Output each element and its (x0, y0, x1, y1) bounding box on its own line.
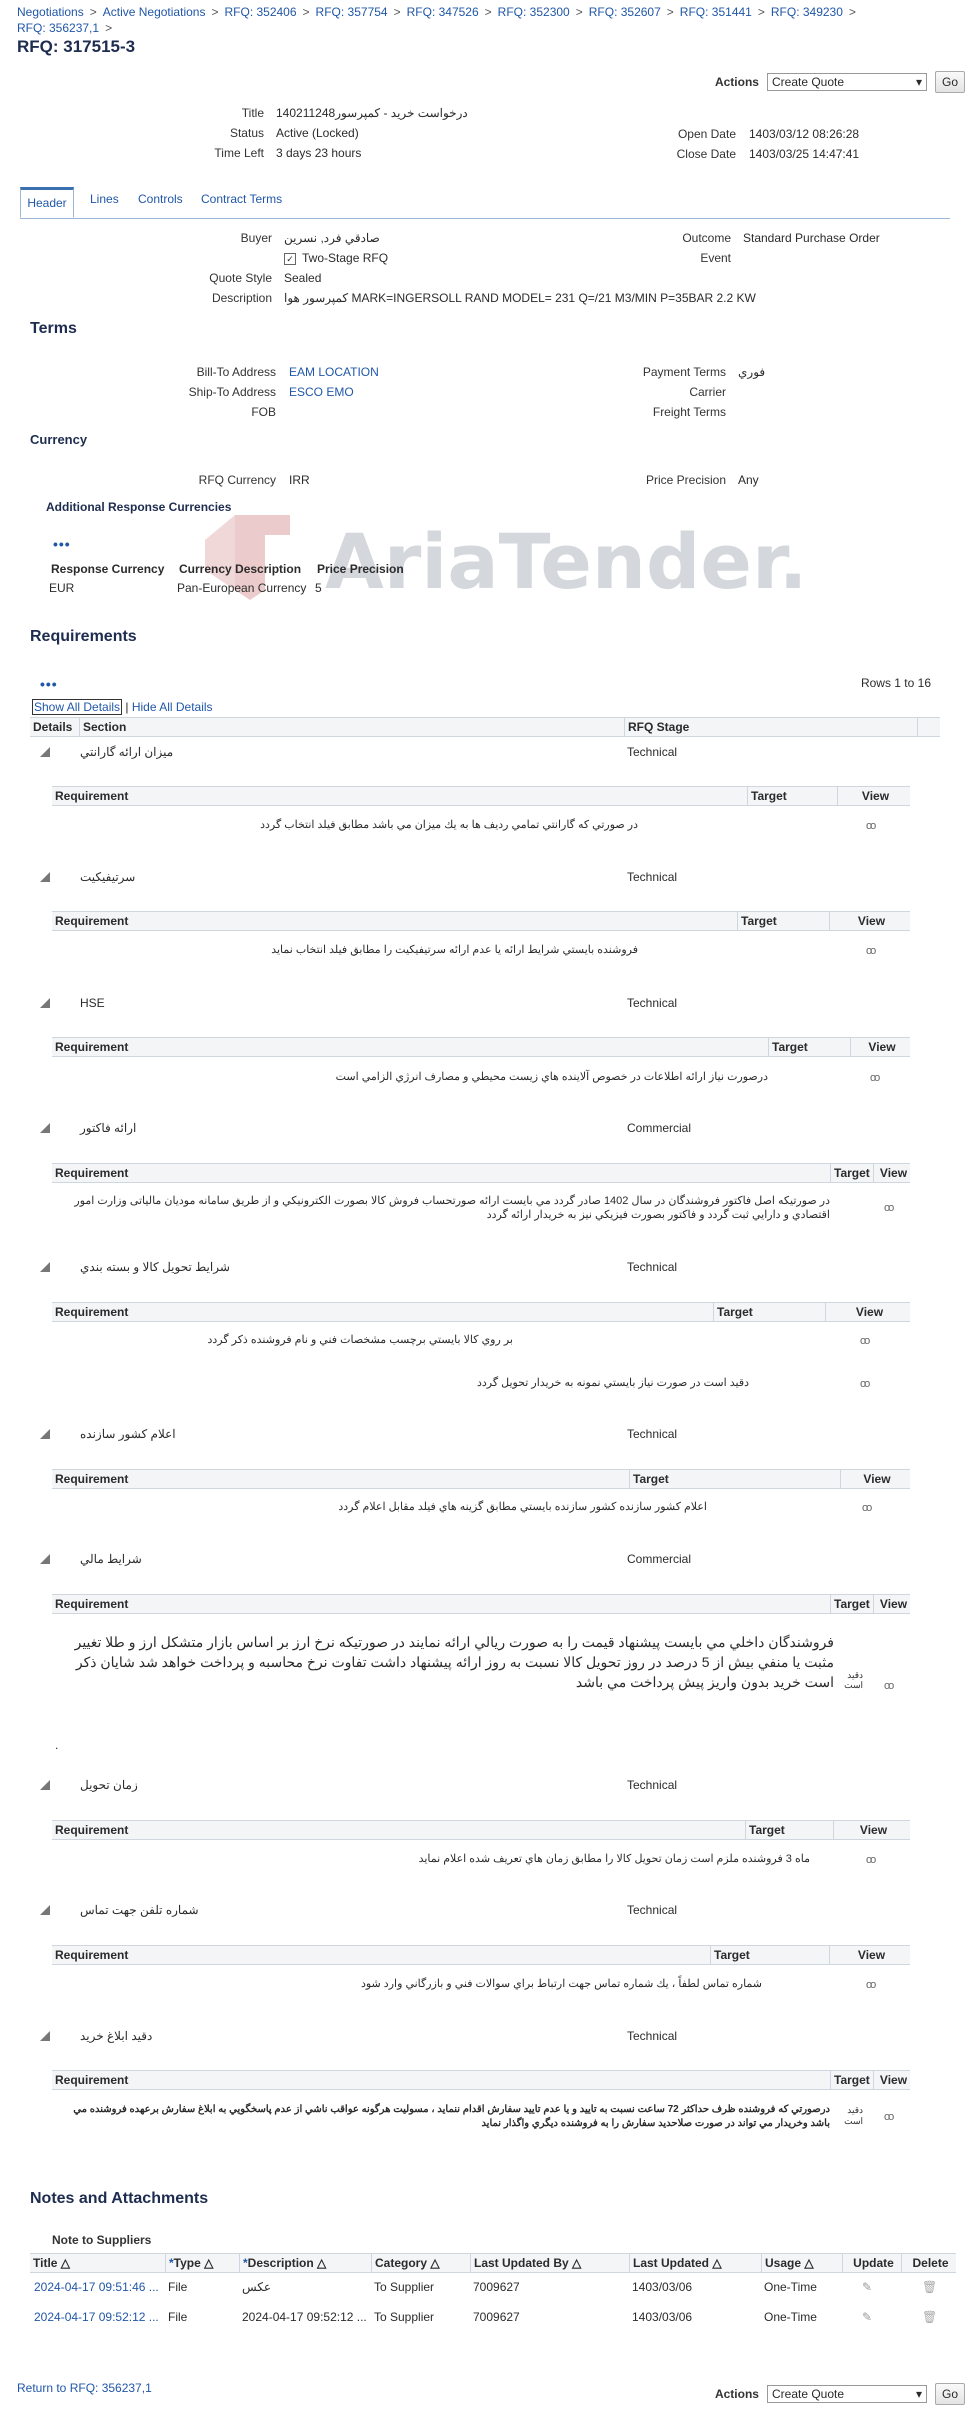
tab-bar (20, 184, 950, 219)
notes-heading: Notes and Attachments (30, 2190, 209, 2207)
open-date-label: Open Date (677, 127, 736, 141)
col-target: Target (831, 1164, 874, 1182)
col-type[interactable]: *Type △ (166, 2254, 240, 2272)
col-view: View (879, 1597, 908, 1611)
header-labels (0, 228, 272, 308)
col-response-currency: Response Currency (51, 562, 165, 576)
outcome-label: Outcome (682, 231, 731, 245)
glasses-icon[interactable]: oo (860, 1378, 869, 1390)
col-requirement: Requirement (52, 912, 738, 930)
attachment-category: To Supplier (374, 2280, 435, 2294)
crumb-rfq[interactable]: RFQ: 347526 (406, 5, 479, 19)
summary-timeleft-value: 3 days 23 hours (276, 146, 362, 160)
requirement-text: فروشنده بايستي شرايط ارائه يا عدم ارائه سرتيفيكيت را مطابق فيلد انتخاب نمايد (271, 944, 638, 956)
actions-bar-bottom (715, 2383, 965, 2405)
col-update: Update (843, 2254, 902, 2272)
sort-triangle-icon: △ (572, 2256, 582, 2270)
rfq-currency-value: IRR (289, 473, 310, 487)
attachment-usage: One-Time (764, 2280, 817, 2294)
requirement-text: دقيد است در صورت نياز بايستي نمونه به خريدار تحويل گردد (476, 1377, 749, 1389)
section-name: شرايط مالي (80, 1552, 142, 1566)
table-row (32, 2277, 952, 2297)
terms-heading: Terms (30, 320, 77, 337)
requirement-section-row (30, 867, 940, 887)
crumb-rfq[interactable]: RFQ: 349230 (770, 5, 843, 19)
description-label: Description (211, 291, 272, 305)
currency-cell: EUR (49, 581, 75, 595)
sort-triangle-icon: △ (60, 2256, 71, 2270)
collapse-triangle-icon[interactable] (40, 747, 50, 757)
col-requirement: Requirement (52, 1595, 831, 1613)
crumb-rfq[interactable]: RFQ: 352607 (588, 5, 661, 19)
fob-label: FOB (251, 405, 276, 419)
col-last-updated[interactable]: Last Updated △ (630, 2254, 762, 2272)
glasses-icon[interactable]: oo (884, 1202, 893, 1214)
shipto-label: Ship-To Address (188, 385, 276, 399)
col-view: View (868, 1040, 896, 1054)
collapse-triangle-icon[interactable] (40, 2031, 50, 2041)
requirement-section-row (30, 993, 940, 1013)
currency-table-header (48, 560, 413, 578)
go-button[interactable]: Go (935, 71, 965, 93)
rfq-currency-label: RFQ Currency (198, 473, 276, 487)
pencil-icon[interactable]: ✎ (862, 2280, 873, 2294)
terms-labels (0, 362, 276, 422)
collapse-triangle-icon[interactable] (40, 998, 50, 1008)
go-button[interactable]: Go (935, 2383, 965, 2405)
section-stage: Technical (627, 745, 678, 759)
pencil-icon[interactable]: ✎ (862, 2310, 873, 2324)
chevron-down-icon: ▾ (915, 75, 922, 89)
requirement-sub-header (52, 1594, 910, 1614)
attachment-title-link[interactable]: 2024-04-17 09:51:46 ... (34, 2280, 159, 2294)
breadcrumb: Negotiations > Active Negotiations > RFQ: 352406 > RFQ: 357754 > RFQ: 347526 > RFQ: 352300 > RFQ: 352607 > RFQ: 351441 > RFQ: 349230 > RFQ: 356237,1 > (17, 5, 856, 35)
actions-select-value: Create Quote (771, 2387, 845, 2401)
billto-label: Bill-To Address (196, 365, 276, 379)
requirement-sub-header (52, 911, 910, 931)
section-stage: Technical (627, 996, 678, 1010)
section-name: شماره تلفن جهت تماس (80, 1903, 199, 1917)
attachment-usage: One-Time (764, 2310, 817, 2324)
section-stage: Technical (627, 1778, 678, 1792)
attachment-updated: 1403/03/06 (632, 2280, 693, 2294)
crumb-rfq[interactable]: RFQ: 351441 (679, 5, 752, 19)
title-label: Title (241, 106, 264, 120)
requirement-text: اعلام كشور سازنده كشور سازنده بايستي مطابق گزينه هاي فيلد مقابل اعلام گردد (338, 1501, 707, 1513)
col-view: View (861, 789, 890, 803)
summary-labels (0, 103, 264, 163)
requirement-text: در صورتيكه اصل فاكتور فروشندگان در سال 1402 صادر گردد مي بايست ارائه صورتحساب فروش كالا بصورت الكترونيكي و از طريق سامانه مودیان مالیاتی وزارت امور اقتصادي و دارايي ثبت گردد و فاكتور بصورت فيزيكي نيز به خريدار ارائه گردد (74, 1195, 830, 1221)
sort-triangle-icon: △ (804, 2256, 814, 2270)
collapse-triangle-icon[interactable] (40, 1262, 50, 1272)
payment-label: Payment Terms (642, 365, 726, 379)
col-view: View (879, 1166, 908, 1180)
requirement-section-row (30, 1257, 940, 1277)
actions-bar-top (715, 71, 965, 93)
col-details: Details (30, 718, 80, 736)
crumb-rfq[interactable]: RFQ: 356237,1 (17, 21, 100, 35)
glasses-icon[interactable]: oo (870, 1072, 879, 1084)
requirement-target: دقيد است (844, 2105, 863, 2126)
section-stage: Commercial (627, 1552, 692, 1566)
glasses-icon[interactable]: oo (862, 1502, 871, 1514)
col-requirement: Requirement (52, 1164, 831, 1182)
collapse-triangle-icon[interactable] (40, 872, 50, 882)
section-name: دقيد ابلاغ خريد (80, 2029, 153, 2043)
col-delete: Delete (912, 2256, 949, 2270)
col-requirement: Requirement (52, 787, 748, 805)
sort-triangle-icon: △ (204, 2256, 214, 2270)
close-date-value: 1403/03/25 14:47:41 (749, 147, 860, 161)
section-name: HSE (80, 996, 105, 1010)
close-date-label: Close Date (676, 147, 736, 161)
attachment-updated-by: 7009627 (473, 2280, 520, 2294)
page-title: RFQ: 317515-3 (17, 37, 136, 56)
col-view: View (857, 1948, 886, 1962)
requirement-sub-header (52, 1469, 910, 1489)
shipto-link[interactable]: ESCO EMO (289, 385, 354, 399)
currency-cell: 5 (315, 581, 322, 595)
sort-triangle-icon: △ (712, 2256, 722, 2270)
quote-style-label: Quote Style (209, 271, 272, 285)
col-price-precision: Price Precision (317, 562, 404, 576)
col-target: Target (630, 1470, 841, 1488)
billto-link[interactable]: EAM LOCATION (289, 365, 379, 379)
actions-label: Actions (714, 2387, 759, 2401)
requirement-sub-header (52, 1163, 910, 1183)
terms-right-labels (600, 362, 726, 422)
watermark-text: AriaTender. (325, 517, 805, 606)
outcome-value: Standard Purchase Order (743, 231, 880, 245)
attachment-type: File (168, 2310, 188, 2324)
requirement-sub-header (52, 1820, 910, 1840)
hide-all-details-link[interactable]: Hide All Details (131, 700, 213, 714)
collapse-triangle-icon[interactable] (40, 1780, 50, 1790)
header-right-labels (600, 228, 731, 268)
more-icon[interactable]: ••• (53, 536, 71, 552)
col-target: Target (746, 1821, 834, 1839)
actions-select[interactable] (767, 2385, 927, 2403)
col-target: Target (711, 1946, 830, 1964)
col-target: Target (714, 1303, 826, 1321)
description-value: كمپرسور هوا MARK=INGERSOLL RAND MODEL= 231 Q=/21 M3/MIN P=35BAR 2.2 KW (284, 291, 756, 305)
requirement-sub-header (52, 786, 910, 806)
attachment-category: To Supplier (374, 2310, 435, 2324)
col-currency-description: Currency Description (179, 562, 302, 576)
trash-icon[interactable]: 🗑 (922, 2310, 938, 2324)
col-rfq-stage: RFQ Stage (625, 718, 918, 736)
currency-cell: Pan-European Currency (177, 581, 307, 595)
return-link[interactable]: Return to RFQ: 356237,1 (17, 2381, 152, 2395)
section-name: ميزان ارائه گارانتي (80, 745, 174, 759)
open-date-value: 1403/03/12 08:26:28 (749, 127, 860, 141)
requirement-target: دقيد است (844, 1670, 863, 1690)
requirement-sub-header (52, 1037, 910, 1057)
attachment-updated: 1403/03/06 (632, 2310, 693, 2324)
event-label: Event (700, 251, 731, 265)
requirement-text: شماره تماس لطفاً ، يك شماره تماس جهت ارتباط براي سوالات فني و بازرگاني وارد شود (360, 1978, 762, 1990)
col-view: View (859, 1823, 888, 1837)
collapse-triangle-icon[interactable] (40, 1905, 50, 1915)
section-stage: Technical (627, 1903, 678, 1917)
actions-label: Actions (714, 75, 759, 89)
crumb-rfq[interactable]: RFQ: 357754 (315, 5, 388, 19)
col-requirement: Requirement (52, 1946, 711, 1964)
two-stage-label: Two-Stage RFQ (302, 251, 389, 265)
glasses-icon[interactable]: oo (860, 1335, 869, 1347)
section-name: زمان تحويل (80, 1778, 138, 1792)
col-target: Target (748, 787, 838, 805)
section-stage: Commercial (627, 1121, 692, 1135)
col-requirement: Requirement (52, 1303, 714, 1321)
summary-title-value: 140211248درخواست خريد - كمپرسور (276, 106, 468, 120)
attachment-title-link[interactable]: 2024-04-17 09:52:12 ... (34, 2310, 159, 2324)
col-title[interactable]: Title △ (30, 2254, 166, 2272)
requirement-section-row (30, 1549, 940, 1569)
rows-indicator: Rows 1 to 16 (860, 676, 931, 690)
sort-triangle-icon: △ (430, 2256, 440, 2270)
quote-style-value: Sealed (284, 271, 322, 285)
requirement-section-row (30, 1900, 940, 1920)
col-target: Target (738, 912, 830, 930)
glasses-icon[interactable]: oo (884, 2111, 893, 2123)
tab-contract-terms[interactable]: Contract Terms (201, 192, 283, 206)
glasses-icon[interactable]: oo (866, 1854, 875, 1866)
currency-labels (0, 470, 276, 490)
requirement-text: در صورتي كه گارانتي تمامي رديف ها به يك ميزان مي باشد مطابق فيلد انتخاب گردد (260, 819, 638, 831)
col-description[interactable]: *Description △ (240, 2254, 372, 2272)
requirements-heading: Requirements (30, 628, 137, 645)
tab-controls[interactable]: Controls (138, 192, 183, 206)
attachment-updated-by: 7009627 (473, 2310, 520, 2324)
requirement-section-row (30, 1118, 940, 1138)
col-requirement: Requirement (52, 1821, 746, 1839)
glasses-icon[interactable]: oo (866, 945, 875, 957)
additional-currencies-heading: Additional Response Currencies (46, 500, 232, 514)
actions-select[interactable] (767, 73, 927, 91)
precision-labels (600, 470, 726, 490)
section-stage: Technical (627, 1260, 678, 1274)
collapse-triangle-icon[interactable] (40, 1429, 50, 1439)
col-section: Section (80, 718, 625, 736)
tab-header[interactable]: Header (20, 187, 74, 218)
collapse-triangle-icon[interactable] (40, 1554, 50, 1564)
col-view: View (855, 1305, 884, 1319)
col-blank (918, 718, 940, 736)
requirement-text: درصورتي كه فروشنده ظرف حداكثر 72 ساعت نسبت به تاييد و يا عدم تاييد سفارش اقدام ننمايد ، مسوليت هرگونه عواقب ناشي از عدم پاسخگويي به ابلاغ سفارش برعهده فروشنده مي باشد وخريدار مي تواند در صورت صلاحديد سفارش را به فروشنده ديگري واگذار نمايد (73, 2104, 830, 2129)
col-view: View (879, 2073, 908, 2087)
currency-heading: Currency (30, 432, 88, 447)
note-to-suppliers-label: Note to Suppliers (52, 2233, 152, 2247)
col-target: Target (831, 1595, 874, 1613)
timeleft-label: Time Left (214, 146, 264, 160)
more-icon[interactable]: ••• (40, 676, 58, 692)
section-stage: Technical (627, 870, 678, 884)
requirement-section-row (30, 2026, 940, 2046)
glasses-icon[interactable]: oo (866, 820, 875, 832)
price-precision-label: Price Precision (645, 473, 726, 487)
col-target: Target (831, 2071, 874, 2089)
requirements-table-header (30, 717, 940, 737)
requirement-sub-header (52, 2070, 910, 2090)
attachment-description: 2024-04-17 09:52:12 ... (242, 2310, 367, 2324)
two-stage-row (284, 248, 388, 268)
requirement-text: فروشندگان داخلي مي بايست پيشنهاد قيمت را به صورت ريالي ارائه نمايند در صورتيكه نرخ ارز بر اساس بازار متشكل ارز و طلا تغيير مثبت يا منفي بيش از 5 درصد در روز تحويل كالا نسبت به روز ارائه پيشنهاد داشت تفاوت نرخ محاسبه و پرداخت خواهد شد شايان ذكر است خريد بدون واريز پيش پرداخت مي باشد (74, 1634, 834, 1690)
section-name: شرايط تحويل كالا و بسته بندي (80, 1260, 230, 1274)
requirement-text: ماه 3 فروشنده ملزم است زمان تحويل كالا را مطابق زمان هاي تعريف شده اعلام نمايد (418, 1853, 810, 1865)
chevron-down-icon: ▾ (915, 2387, 922, 2401)
table-row (32, 2307, 952, 2327)
price-precision-value: Any (738, 473, 759, 487)
section-name: اعلام كشور سازنده (80, 1427, 176, 1441)
show-hide-controls: Show All Details | Hide All Details (34, 700, 213, 714)
col-category[interactable]: Category △ (372, 2254, 471, 2272)
buyer-label: Buyer (240, 231, 272, 245)
attachment-type: File (168, 2280, 188, 2294)
trailing-dot: . (55, 1738, 59, 1752)
tab-lines[interactable]: Lines (90, 192, 119, 206)
requirement-text: بر روي كالا بايستي برچسب مشخصات فني و نام فروشنده ذكر گردد (207, 1334, 513, 1346)
section-stage: Technical (627, 2029, 678, 2043)
requirement-sub-header (52, 1945, 910, 1965)
freight-label: Freight Terms (652, 405, 726, 419)
buyer-value: صادقي فرد, نسرين (284, 231, 380, 245)
summary-date-labels (600, 124, 736, 164)
requirement-section-row (30, 1775, 940, 1795)
sort-triangle-icon: △ (317, 2256, 327, 2270)
show-all-details-link[interactable]: Show All Details (34, 700, 121, 714)
carrier-label: Carrier (689, 385, 726, 399)
crumb-active-negotiations[interactable]: Active Negotiations (102, 5, 206, 19)
requirement-section-row (30, 1424, 940, 1444)
col-usage[interactable]: Usage △ (762, 2254, 843, 2272)
crumb-negotiations[interactable]: Negotiations (17, 5, 84, 19)
glasses-icon[interactable]: oo (884, 1680, 893, 1692)
status-label: Status (229, 126, 264, 140)
col-requirement: Requirement (52, 1038, 769, 1056)
actions-select-value: Create Quote (771, 75, 845, 89)
trash-icon[interactable]: 🗑 (922, 2280, 938, 2294)
payment-value: فوري (738, 365, 766, 379)
crumb-rfq[interactable]: RFQ: 352300 (497, 5, 570, 19)
section-name: ارائه فاكتور (80, 1121, 137, 1135)
requirement-text: درصورت نياز ارائه اطلاعات در خصوص آلاينده هاي زيست محيطي و مصارف انرژي الزامي است (335, 1071, 768, 1083)
col-view: View (863, 1472, 891, 1486)
attachment-description: عكس (242, 2280, 272, 2294)
requirement-sub-header (52, 1302, 910, 1322)
section-stage: Technical (627, 1427, 678, 1441)
col-requirement: Requirement (52, 1470, 630, 1488)
col-last-updated-by[interactable]: Last Updated By △ (471, 2254, 630, 2272)
col-requirement: Requirement (52, 2071, 831, 2089)
attachments-table-header (30, 2253, 956, 2273)
col-view: View (857, 914, 886, 928)
collapse-triangle-icon[interactable] (40, 1123, 50, 1133)
crumb-rfq[interactable]: RFQ: 352406 (224, 5, 297, 19)
section-name: سرتيفيكيت (80, 870, 136, 884)
requirement-section-row (30, 742, 940, 762)
summary-status-value: Active (Locked) (276, 126, 359, 140)
two-stage-checkbox[interactable]: ✓ (284, 253, 296, 265)
col-target: Target (769, 1038, 851, 1056)
glasses-icon[interactable]: oo (866, 1979, 875, 1991)
